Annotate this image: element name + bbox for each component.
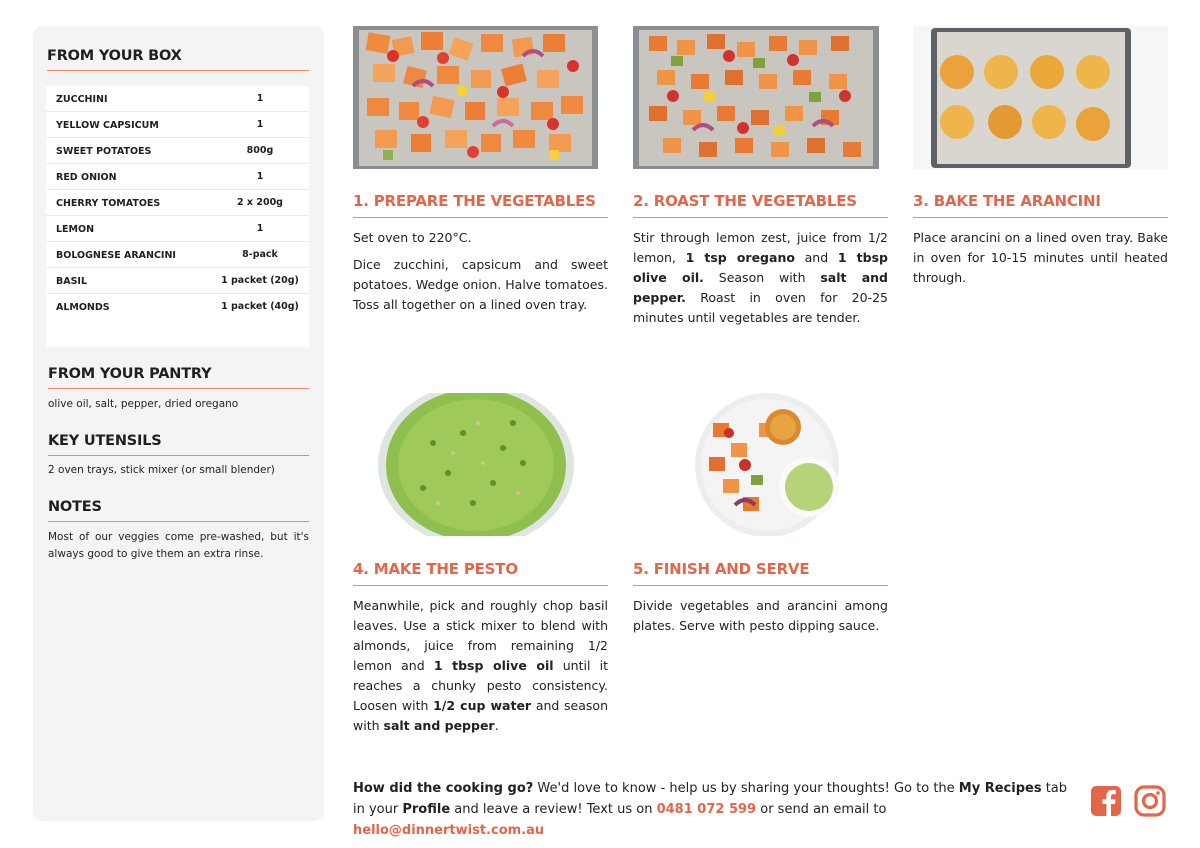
ingredient-qty: 800g [246,145,274,156]
utensils-text: 2 oven trays, stick mixer (or small blender) [48,464,275,476]
ingredient-name: SWEET POTATOES [56,146,152,157]
step-3-title: 3. BAKE THE ARANCINI [913,192,1168,218]
step-3-photo [913,26,1168,169]
ingredient-row [46,190,309,216]
ingredient-name: BASIL [56,276,88,287]
ingredient-row [46,216,309,242]
ingredient-qty: 2 x 200g [237,197,283,208]
email-link[interactable]: hello@dinnertwist.com.au [353,823,545,838]
ingredient-name: ZUCCHINI [56,94,108,105]
step-1-photo [353,26,598,169]
ingredient-row [46,242,309,268]
utensils-heading: KEY UTENSILS [48,433,309,456]
sidebar [33,26,324,821]
step-5-text: Divide vegetables and arancini among plates. Serve with pesto dipping sauce. [633,598,888,633]
step-5-title: 5. FINISH AND SERVE [633,560,888,586]
step-4-photo [353,393,598,536]
step-1-title: 1. PREPARE THE VEGETABLES [353,192,608,218]
step-4-text: Meanwhile, pick and roughly chop basil leaves. Use a stick mixer to blend with almonds, juice from remaining 1/2 lemon and 1 tbsp olive oil until it reaches a chunky pesto consistency. Loosen with 1/2 cup water and season with salt and pepper. [353,598,608,733]
ingredient-qty: 1 [256,171,264,182]
step-3-text: Place arancini on a lined oven tray. Bake in oven for 10-15 minutes until heated through. [913,230,1168,285]
notes-heading: NOTES [48,499,309,522]
step-4-title: 4. MAKE THE PESTO [353,560,608,586]
ingredient-name: ALMONDS [56,302,110,313]
step-1-text-2: Dice zucchini, capsicum and sweet potatoes. Wedge onion. Halve tomatoes. Toss all together on a lined oven tray. [353,257,608,312]
ingredient-qty: 1 [256,223,264,234]
ingredient-qty: 8-pack [242,249,278,260]
ingredient-row [46,86,309,112]
instagram-icon[interactable] [1134,785,1166,817]
facebook-icon[interactable] [1090,785,1122,817]
ingredient-row [46,138,309,164]
ingredient-row [46,294,309,320]
ingredient-name: RED ONION [56,172,117,183]
ingredient-name: LEMON [56,224,95,235]
pantry-heading: FROM YOUR PANTRY [48,366,309,389]
ingredient-qty: 1 [256,93,264,104]
ingredient-row [46,164,309,190]
feedback-footer: How did the cooking go? We'd love to know - help us by sharing your thoughts! Go to the My Recipes tab in your Profile and leave a review! Text us on 0481 072 599 or send an email to hello@dinnertwist.com.au [353,781,1068,838]
ingredient-name: CHERRY TOMATOES [56,198,161,209]
step-5-photo [633,393,879,536]
ingredient-row [46,112,309,138]
step-2-title: 2. ROAST THE VEGETABLES [633,192,888,218]
ingredient-name: YELLOW CAPSICUM [56,120,159,131]
phone-link[interactable]: 0481 072 599 [656,802,757,817]
step-1-text-1: Set oven to 220°C. [353,230,472,245]
ingredient-qty: 1 [256,119,264,130]
ingredient-name: BOLOGNESE ARANCINI [56,250,176,261]
notes-text: Most of our veggies come pre-washed, but it's always good to give them an extra rinse. [48,531,309,560]
step-2-text: Stir through lemon zest, juice from 1/2 lemon, 1 tsp oregano and 1 tbsp olive oil. Season with salt and pepper. Roast in oven for 20-25 minutes until vegetables are tender. [633,230,889,325]
ingredients-table [46,86,309,347]
ingredient-qty: 1 packet (20g) [221,275,299,286]
from-your-box-heading: FROM YOUR BOX [47,48,309,71]
pantry-text: olive oil, salt, pepper, dried oregano [48,398,239,410]
ingredient-qty: 1 packet (40g) [221,301,299,312]
step-2-photo [633,26,879,169]
ingredient-row [46,268,309,294]
